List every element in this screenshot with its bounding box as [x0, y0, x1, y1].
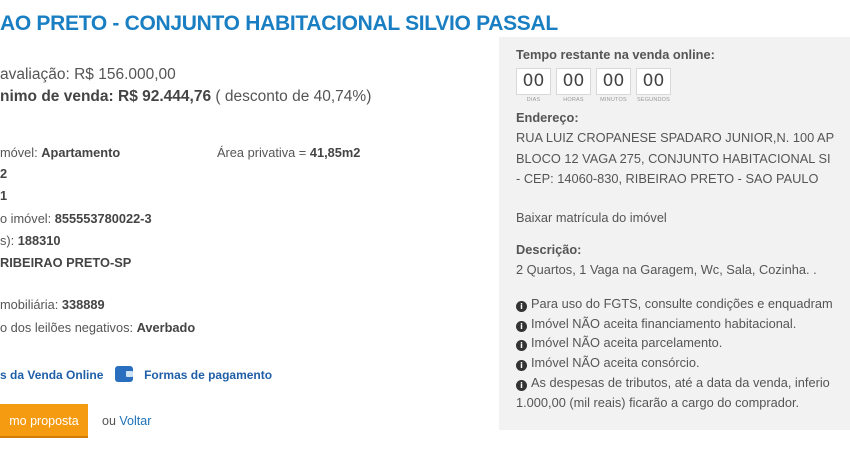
countdown-days	[516, 68, 551, 103]
min-sale-value: R$ 92.444,76	[118, 88, 212, 105]
download-registration-link[interactable]: Baixar matrícula do imóvel	[516, 210, 667, 225]
or-text: ou	[102, 414, 116, 428]
info-icon: i	[516, 360, 527, 371]
negative-auctions-line	[0, 320, 195, 335]
registration-label: s):	[0, 233, 15, 248]
countdown	[516, 68, 671, 103]
online-sale-rules-link[interactable]: s da Venda Online	[0, 368, 104, 382]
registration-value: 188310	[17, 233, 61, 248]
countdown-hours-value: 00	[556, 68, 591, 95]
rooms-value: 2	[0, 166, 8, 181]
real-estate-reg-label: mobiliária:	[0, 297, 59, 312]
links-row	[0, 366, 272, 382]
real-estate-reg-line	[0, 297, 105, 312]
garage-value: 1	[0, 188, 8, 203]
address-line: BLOCO 12 VAGA 275, CONJUNTO HABITACIONAL SI	[516, 151, 831, 166]
wallet-icon	[115, 366, 133, 382]
address-line: RUA LUIZ CROPANESE SPADARO JUNIOR,N. 100 AP	[516, 130, 835, 145]
info-icon: i	[516, 380, 527, 391]
address-label: Endereço:	[516, 110, 579, 125]
note-installments: i Imóvel NÃO aceita parcelamento.	[516, 335, 722, 351]
countdown-days-value: 00	[516, 68, 551, 95]
note-taxes: i As despesas de tributos, até a data da venda, inferio	[516, 375, 830, 391]
property-number-line	[0, 211, 152, 226]
area-line	[217, 145, 360, 160]
countdown-hours	[556, 68, 591, 103]
countdown-seconds-value: 00	[636, 68, 671, 95]
property-type-label: móvel:	[0, 145, 38, 160]
area-label: Área privativa =	[217, 145, 307, 160]
real-estate-reg-value: 338889	[61, 297, 105, 312]
sale-info-panel	[499, 37, 850, 430]
city-value: RIBEIRAO PRETO-SP	[0, 255, 132, 270]
note-fgts: i Para uso do FGTS, consulte condições e enquadram	[516, 296, 833, 312]
back-line	[102, 414, 151, 428]
negative-auctions-value: Averbado	[136, 320, 196, 335]
proposal-button[interactable]: mo proposta	[0, 404, 88, 438]
info-icon: i	[516, 301, 527, 312]
negative-auctions-label: o dos leilões negativos:	[0, 320, 134, 335]
back-link[interactable]: Voltar	[119, 414, 152, 428]
property-number-label: o imóvel:	[0, 211, 52, 226]
area-value: 41,85m2	[309, 145, 361, 160]
description-text: 2 Quartos, 1 Vaga na Garagem, Wc, Sala, Cozinha. .	[516, 262, 817, 277]
countdown-hours-label: HORAS	[563, 97, 584, 103]
countdown-minutes-value: 00	[596, 68, 631, 95]
countdown-minutes	[596, 68, 631, 103]
note-taxes-cont: 1.000,00 (mil reais) ficarão a cargo do comprador.	[516, 395, 800, 410]
discount-text: ( desconto de 40,74%)	[215, 88, 372, 105]
countdown-seconds	[636, 68, 671, 103]
info-icon: i	[516, 340, 527, 351]
countdown-minutes-label: MINUTOS	[600, 97, 627, 103]
info-icon: i	[516, 321, 527, 332]
min-sale-line	[0, 88, 371, 106]
note-consortium: i Imóvel NÃO aceita consórcio.	[516, 355, 700, 371]
property-type-line	[0, 145, 120, 160]
min-sale-label: nimo de venda:	[0, 88, 114, 105]
property-number-value: 855553780022-3	[54, 211, 152, 226]
address-line: - CEP: 14060-830, RIBEIRAO PRETO - SAO PAULO	[516, 171, 819, 186]
note-financing: i Imóvel NÃO aceita financiamento habitacional.	[516, 316, 796, 332]
registration-line	[0, 233, 60, 248]
page-title: AO PRETO - CONJUNTO HABITACIONAL SILVIO PASSAL	[0, 12, 558, 35]
valuation-text: avaliação: R$ 156.000,00	[0, 66, 176, 83]
property-type-value: Apartamento	[41, 145, 121, 160]
payment-methods-link[interactable]: Formas de pagamento	[144, 368, 273, 382]
description-label: Descrição:	[516, 242, 582, 257]
countdown-days-label: DIAS	[526, 97, 541, 103]
countdown-seconds-label: SEGUNDOS	[636, 97, 671, 103]
time-remaining-label: Tempo restante na venda online:	[516, 47, 715, 62]
